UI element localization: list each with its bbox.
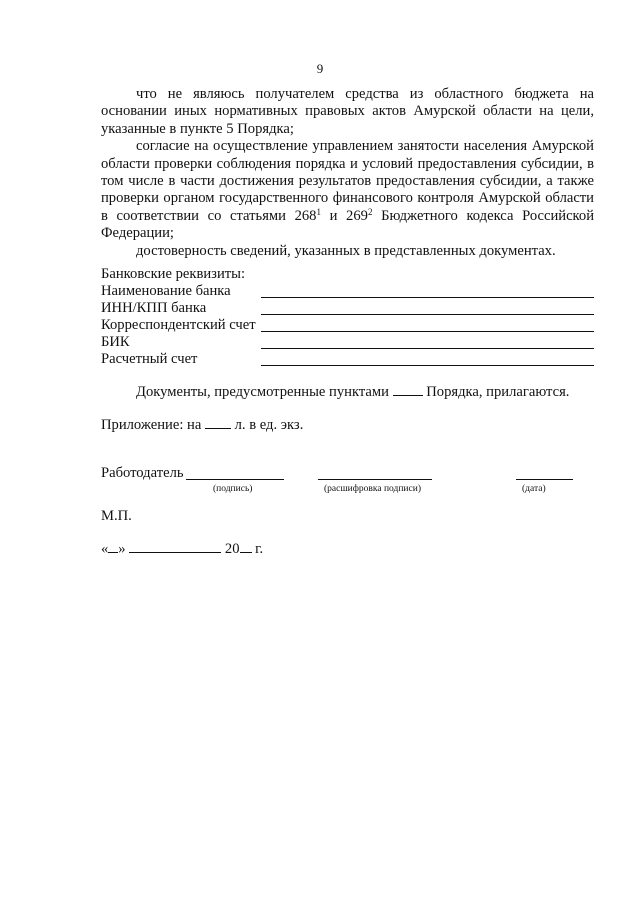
bik-row [101, 334, 594, 351]
hint-date: (дата) [522, 484, 546, 494]
date-year-prefix: 20 [224, 541, 240, 557]
signature-date-field[interactable] [516, 465, 573, 480]
bank-name-label: Наименование банка [101, 283, 231, 299]
signature-decoding-field[interactable] [318, 465, 432, 480]
consent-text-part1: согласие на осуществление управлением занятости населения Амурской области проверки соблюдения порядка и условий предоставления субсидии, в том числе в части достижения результатов предоставления субсидии, а также проверки органом государственного финансового контроля Амурской области в соответствии со статьями 268 [101, 138, 594, 224]
documents-line [136, 383, 596, 401]
date-quote-open: « [101, 541, 109, 557]
bank-details-heading: Банковские реквизиты: [101, 266, 245, 282]
superscript-2: 2 [367, 206, 373, 217]
page-number: 9 [316, 61, 324, 76]
bik-field[interactable] [261, 348, 594, 349]
bank-details [101, 266, 594, 368]
consent-text [101, 86, 594, 260]
settlement-account-label: Расчетный счет [101, 351, 198, 367]
documents-points-field[interactable] [393, 383, 423, 396]
correspondent-account-row [101, 317, 594, 334]
superscript-1: 1 [316, 206, 321, 217]
paragraph-not-recipient: что не являюсь получателем средства из областного бюджета на основании иных нормативных правовых актов Амурской области на цели, указанные в пункте 5 Порядка; [101, 86, 594, 137]
settlement-account-field[interactable] [261, 365, 594, 366]
hint-decoding: (расшифровка подписи) [324, 484, 421, 494]
bank-inn-field[interactable] [261, 314, 594, 315]
bank-inn-label: ИНН/КПП банка [101, 300, 207, 316]
date-year-suffix: г. [255, 541, 264, 557]
correspondent-account-label: Корреспондентский счет [101, 317, 256, 333]
bank-inn-row [101, 300, 594, 317]
bank-name-row [101, 283, 594, 300]
consent-text-part2: и 269 [320, 207, 368, 224]
date-quote-close: » [118, 541, 126, 557]
settlement-account-row [101, 351, 594, 368]
bik-label: БИК [101, 334, 130, 350]
date-month-field[interactable] [129, 540, 221, 553]
attachment-text-before: Приложение: на [101, 417, 202, 433]
date-line [101, 540, 263, 558]
attachment-line [101, 416, 303, 434]
hint-signature: (подпись) [213, 484, 253, 494]
attachment-sheets-field[interactable] [205, 416, 231, 429]
paragraph-reliability: достоверность сведений, указанных в представленных документах. [136, 242, 556, 259]
consent-text-part3: Бюджетного кодекса Российской Федерации; [101, 207, 594, 242]
date-year-field[interactable] [240, 540, 252, 553]
paragraph-consent-inspection [101, 138, 594, 242]
attachment-text-after: л. в ед. экз. [234, 417, 304, 433]
documents-text-before: Документы, предусмотренные пунктами [136, 384, 389, 400]
documents-text-after: Порядка, прилагаются. [426, 384, 570, 400]
bank-name-field[interactable] [261, 297, 594, 298]
stamp-label: М.П. [101, 508, 132, 524]
signature-field[interactable] [186, 465, 284, 480]
employer-label: Работодатель [101, 465, 184, 481]
correspondent-account-field[interactable] [261, 331, 594, 332]
date-day-field[interactable] [108, 540, 118, 553]
